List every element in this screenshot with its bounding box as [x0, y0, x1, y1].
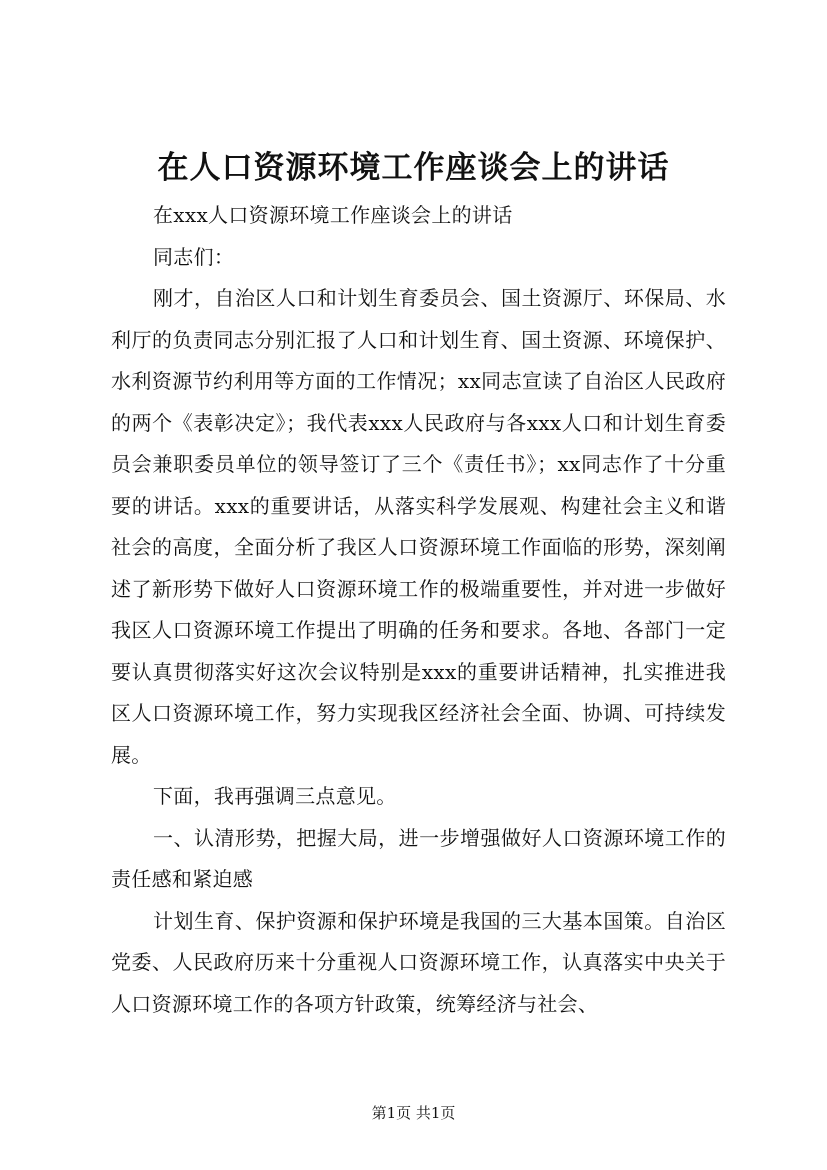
body-paragraph: 刚才，自治区人口和计划生育委员会、国土资源厅、环保局、水利厅的负责同志分别汇报了人口和计划生育、国土资源、环境保护、水利资源节约利用等方面的工作情况；xx同志宣读了自治区人民政府的两个《表彰决定》；我代表xxx人民政府与各xxx人口和计划生育委员会兼职委员单位的领导签订了三个《责任书》；xx同志作了十分重要的讲话。xxx的重要讲话，从落实科学发展观、构建社会主义和谐社会的高度，全面分析了我区人口资源环境工作面临的形势，深刻阐述了新形势下做好人口资源环境工作的极端重要性，并对进一步做好我区人口资源环境工作提出了明确的任务和要求。各地、各部门一定要认真贯彻落实好这次会议特别是xxx的重要讲话精神，扎实推进我区人口资源环境工作，努力实现我区经济社会全面、协调、可持续发展。 — [111, 286, 726, 767]
document-body — [111, 195, 726, 1025]
subtitle-paragraph: 在xxx人口资源环境工作座谈会上的讲话 — [153, 203, 513, 227]
body-paragraph: 下面，我再强调三点意见。 — [153, 784, 397, 808]
salutation-paragraph: 同志们： — [153, 244, 235, 269]
page-number: 第1页 共1页 — [371, 1104, 456, 1122]
body-paragraph: 计划生育、保护资源和保护环境是我国的三大基本国策。自治区党委、人民政府历来十分重视人口资源环境工作，认真落实中央关于人口资源环境工作的各项方针政策，统筹经济与社会、 — [111, 908, 726, 1016]
section-heading: 一、认清形势，把握大局，进一步增强做好人口资源环境工作的责任感和紧迫感 — [111, 825, 726, 891]
document-title: 在人口资源环境工作座谈会上的讲话 — [157, 150, 670, 186]
